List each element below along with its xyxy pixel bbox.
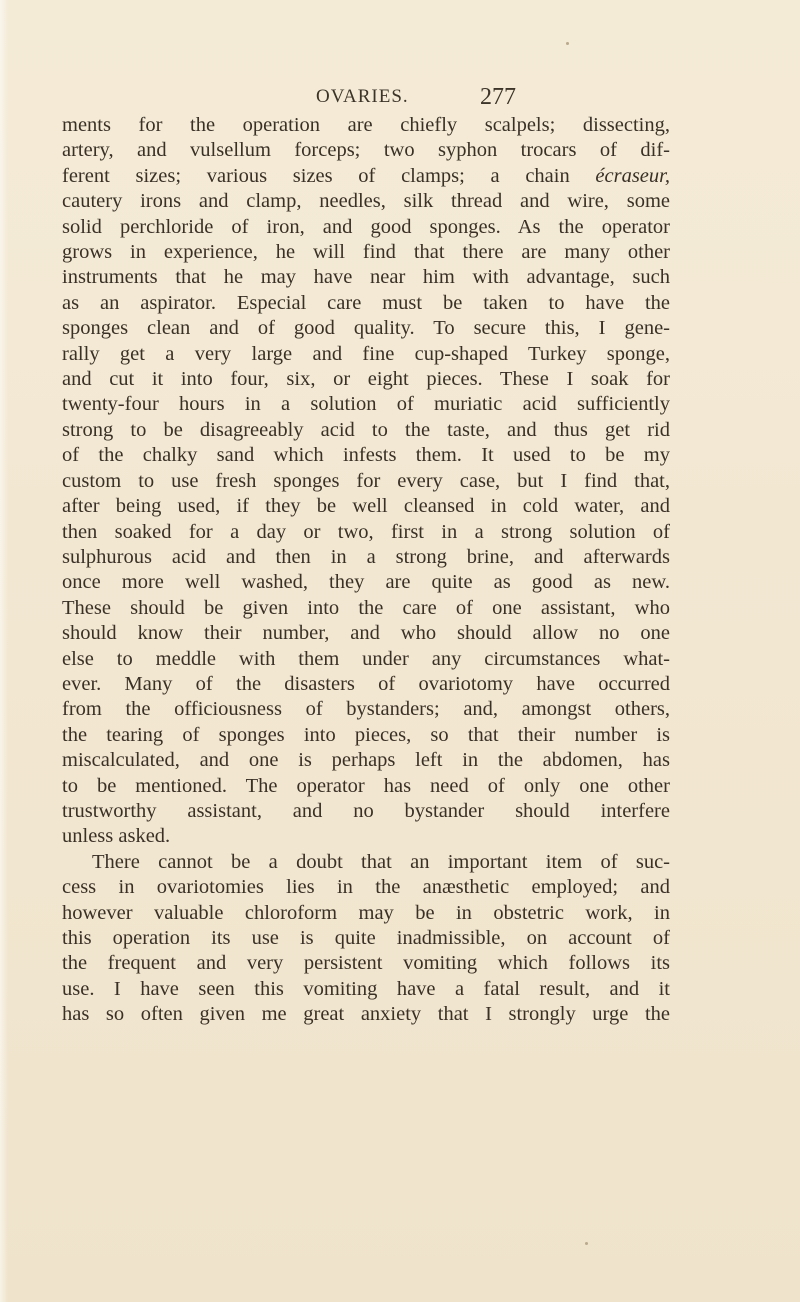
text-line: solid perchloride of iron, and good sponges. As the operator <box>62 215 670 238</box>
italic-term: écraseur, <box>595 164 670 187</box>
text-line: then soaked for a day or two, first in a strong solution of <box>62 520 670 543</box>
text-line: this operation its use is quite inadmissible, on account of <box>62 927 670 949</box>
text-line: has so often given me great anxiety that I strongly urge the <box>62 1003 670 1026</box>
text-line: artery, and vulsellum forceps; two syphon trocars of dif- <box>62 139 670 162</box>
text-line: should know their number, and who should allow no one <box>62 622 670 645</box>
text-line: These should be given into the care of one assistant, who <box>62 596 670 619</box>
paragraph-start-line: There cannot be a doubt that an important item of suc- <box>92 850 670 873</box>
text-line: the tearing of sponges into pieces, so that their number is <box>62 723 670 746</box>
page-number: 277 <box>480 84 516 110</box>
text-line: rally get a very large and fine cup-shaped Turkey sponge, <box>62 342 670 365</box>
text-line: miscalculated, and one is perhaps left in the abdomen, has <box>62 749 670 772</box>
text-line: trustworthy assistant, and no bystander should interfere <box>62 799 670 822</box>
text-line: from the officiousness of bystanders; and, amongst others, <box>62 698 670 721</box>
text-line: cautery irons and clamp, needles, silk thread and wire, some <box>62 190 670 213</box>
text-line: grows in experience, he will find that there are many other <box>62 241 670 264</box>
text-line: cess in ovariotomies lies in the anæsthetic employed; and <box>62 876 670 899</box>
paper-speck <box>566 42 569 45</box>
text-line: instruments that he may have near him with advantage, such <box>62 266 670 289</box>
text-line: use. I have seen this vomiting have a fatal result, and it <box>62 977 670 1000</box>
text-line: ever. Many of the disasters of ovariotomy have occurred <box>62 672 670 695</box>
text-line: as an aspirator. Especial care must be taken to have the <box>62 291 670 314</box>
running-head <box>60 86 730 112</box>
text-line: after being used, if they be well cleansed in cold water, and <box>62 495 670 518</box>
text-line: custom to use fresh sponges for every case, but I find that, <box>62 469 670 492</box>
text-line: of the chalky sand which infests them. It used to be my <box>62 444 670 467</box>
text-line: else to meddle with them under any circumstances what- <box>62 647 670 670</box>
paper-speck <box>585 1242 588 1245</box>
text-line: twenty-four hours in a solution of muriatic acid sufficiently <box>62 393 670 416</box>
text-line: once more well washed, they are quite as good as new. <box>62 571 670 594</box>
text-line: sponges clean and of good quality. To secure this, I gene- <box>62 317 670 340</box>
text-line: strong to be disagreeably acid to the taste, and thus get rid <box>62 418 670 441</box>
body-text <box>62 113 670 1028</box>
running-head-title: OVARIES. <box>316 86 409 107</box>
paragraph-end-line: unless asked. <box>62 825 171 848</box>
text-line <box>62 164 670 189</box>
text-line: however valuable chloroform may be in obstetric work, in <box>62 901 670 924</box>
text-line: to be mentioned. The operator has need of only one other <box>62 774 670 797</box>
text-line: and cut it into four, six, or eight pieces. These I soak for <box>62 368 670 391</box>
text-line: ments for the operation are chiefly scalpels; dissecting, <box>62 114 670 136</box>
text-line: the frequent and very persistent vomiting which follows its <box>62 952 670 975</box>
text-line-segment: ferent sizes; various sizes of clamps; a chain <box>62 164 596 187</box>
text-line: sulphurous acid and then in a strong brine, and afterwards <box>62 545 670 568</box>
